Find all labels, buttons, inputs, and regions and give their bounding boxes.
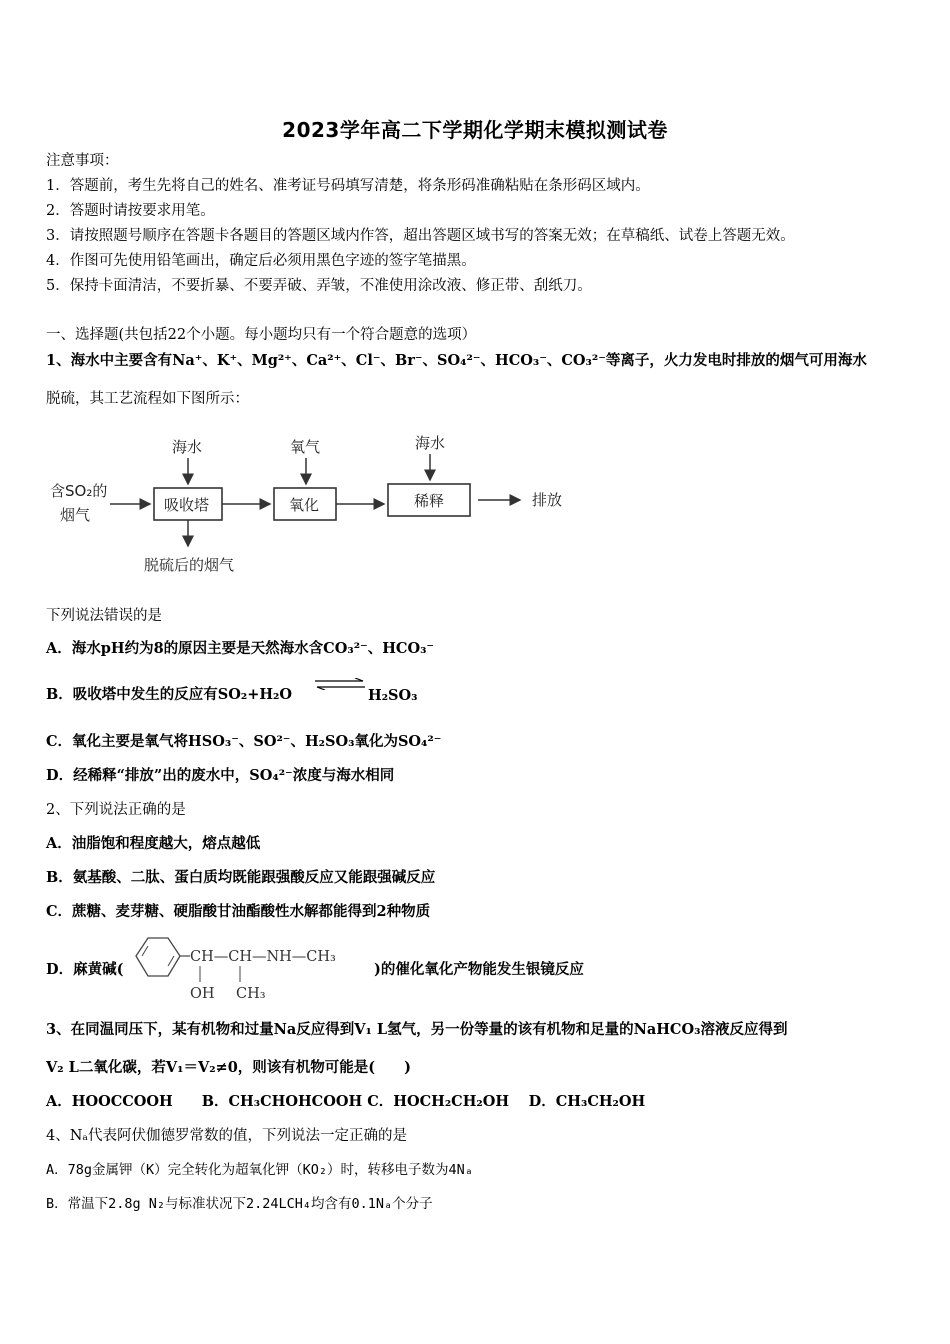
- q4-option-b: B．常温下2.8g N₂与标准状况下2.24LCH₄均含有0.1Nₐ个分子: [46, 1196, 433, 1212]
- q1-option-b-left: B．吸收塔中发生的反应有SO₂+H₂O: [46, 686, 293, 703]
- notice-item-1: 1．答题前，考生先将自己的姓名、准考证号码填写清楚，将条形码准确粘贴在条形码区域内。: [46, 178, 650, 194]
- page-title: 2023学年高二下学期化学期末模拟测试卷: [282, 118, 668, 142]
- q2-option-c: C．蔗糖、麦芽糖、硬脂酸甘油酯酸性水解都能得到2种物质: [46, 903, 431, 920]
- q2-option-a: A．油脂饱和程度越大，熔点越低: [46, 835, 261, 852]
- q2-option-b: B．氨基酸、二肽、蛋白质均既能跟强酸反应又能跟强碱反应: [46, 869, 436, 886]
- q1-stem-line2: 脱硫，其工艺流程如下图所示：: [46, 391, 249, 407]
- flow-box-dilution-label: 稀释: [414, 492, 445, 510]
- flow-input-line1: 含SO₂的: [50, 482, 108, 500]
- q1-stem-line1: 1、海水中主要含有Na⁺、K⁺、Mg²⁺、Ca²⁺、Cl⁻、Br⁻、SO₄²⁻、HCO₃⁻、CO₃²⁻等离子，火力发电时排放的烟气可用海水: [46, 352, 867, 369]
- q3-stem-line2: V₂ L二氧化碳，若V₁＝V₂≠0，则该有机物可能是( ): [46, 1059, 412, 1076]
- q2-option-d-suffix: )的催化氧化产物能发生银镜反应: [374, 961, 584, 978]
- notice-item-4: 4．作图可先使用铅笔画出，确定后必须用黑色字迹的签字笔描黑。: [46, 253, 476, 269]
- equilibrium-arrow-icon: [315, 678, 365, 690]
- structure-main-chain: CH—CH—NH—CH₃: [190, 949, 336, 965]
- structure-substituent-oh: OH: [190, 986, 215, 1002]
- notice-item-5: 5．保持卡面清洁，不要折暴、不要弄破、弄皱，不准使用涂改液、修正带、刮纸刀。: [46, 278, 592, 294]
- notice-heading: 注意事项：: [46, 153, 119, 169]
- q1-option-b-right: H₂SO₃: [368, 687, 418, 704]
- q1-prompt: 下列说法错误的是: [46, 608, 162, 624]
- q2-stem: 2、下列说法正确的是: [46, 802, 186, 818]
- flow-seawater-2-label: 海水: [415, 434, 446, 452]
- q1-option-a: A．海水pH约为8的原因主要是天然海水含CO₃²⁻、HCO₃⁻: [46, 640, 435, 657]
- ephedrine-structure: [128, 930, 378, 1006]
- q2-option-d-prefix: D．麻黄碱(: [46, 961, 124, 978]
- structure-substituent-ch3: CH₃: [236, 986, 266, 1002]
- flow-box-oxidation-label: 氧化: [289, 496, 320, 514]
- q1-option-c: C．氧化主要是氧气将HSO₃⁻、SO²⁻、H₂SO₃氧化为SO₄²⁻: [46, 733, 442, 750]
- flow-exhaust-label: 脱硫后的烟气: [144, 556, 235, 574]
- q3-options: A．HOOCCOOH B．CH₃CHOHCOOH C．HOCH₂CH₂OH D．CH₃CH₂OH: [46, 1093, 646, 1110]
- notice-item-2: 2．答题时请按要求用笔。: [46, 203, 215, 219]
- q4-stem: 4、Nₐ代表阿伏伽德罗常数的值，下列说法一定正确的是: [46, 1128, 408, 1144]
- flow-box-absorber-label: 吸收塔: [164, 496, 210, 514]
- flow-output-label: 排放: [532, 491, 563, 509]
- q1-option-d: D．经稀释“排放”出的废水中，SO₄²⁻浓度与海水相同: [46, 767, 395, 784]
- q4-option-a: A．78g金属钾（K）完全转化为超氧化钾（KO₂）时，转移电子数为4Nₐ: [46, 1162, 473, 1178]
- q3-stem-line1: 3、在同温同压下，某有机物和过量Na反应得到V₁ L氢气，另一份等量的该有机物和足量的NaHCO₃溶液反应得到: [46, 1021, 788, 1038]
- flow-oxygen-label: 氧气: [290, 438, 321, 456]
- notice-item-3: 3．请按照题号顺序在答题卡各题目的答题区域内作答，超出答题区域书写的答案无效；在草稿纸、试卷上答题无效。: [46, 228, 795, 244]
- process-flow-diagram: [46, 428, 586, 580]
- flow-input-line2: 烟气: [60, 506, 91, 524]
- flow-seawater-1-label: 海水: [172, 438, 203, 456]
- section-heading: 一、选择题(共包括22个小题。每小题均只有一个符合题意的选项）: [46, 327, 477, 343]
